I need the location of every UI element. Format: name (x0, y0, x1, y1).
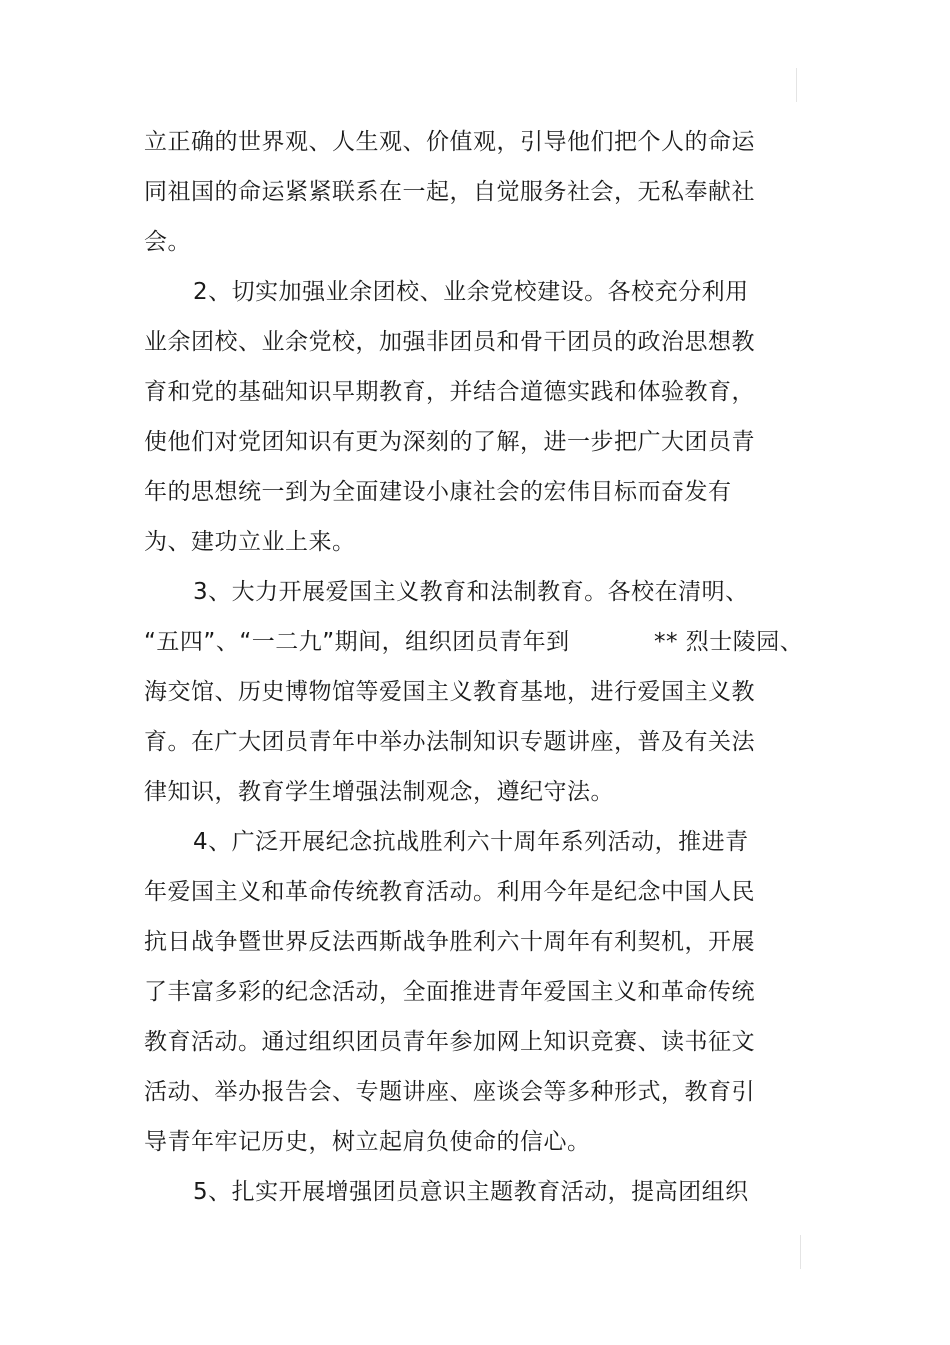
text-line: 使他们对党团知识有更为深刻的了解，进一步把广大团员青 (144, 429, 755, 455)
text-line: “五四”、“一二九”期间，组织团员青年到 (144, 629, 570, 655)
text-line: 抗日战争暨世界反法西斯战争胜利六十周年有利契机，开展 (144, 929, 755, 955)
text-line: 业余团校、业余党校，加强非团员和骨干团员的政治思想教 (144, 329, 755, 355)
text-line: 会。 (144, 229, 191, 255)
text-line: 育。在广大团员青年中举办法制知识专题讲座，普及有关法 (144, 729, 755, 755)
text-line: 育和党的基础知识早期教育，并结合道德实践和体验教育， (144, 379, 755, 405)
paragraph-2-first-line: 2、切实加强业余团校、业余党校建设。各校充分利用 (193, 279, 749, 305)
text-line-continuation: ** 烈士陵园、 (654, 629, 804, 655)
text-line: 年爱国主义和革命传统教育活动。利用今年是纪念中国人民 (144, 879, 755, 905)
paragraph-5-first-line: 5、扎实开展增强团员意识主题教育活动，提高团组织 (193, 1179, 749, 1205)
text-line: 同祖国的命运紧紧联系在一起，自觉服务社会，无私奉献社 (144, 179, 755, 205)
page-edge-mark-top (796, 68, 797, 102)
text-line: 导青年牢记历史，树立起肩负使命的信心。 (144, 1129, 591, 1155)
text-line: 年的思想统一到为全面建设小康社会的宏伟目标而奋发有 (144, 479, 732, 505)
text-line: 律知识，教育学生增强法制观念，遵纪守法。 (144, 779, 614, 805)
page-edge-mark-bottom (800, 1235, 801, 1269)
text-line: 海交馆、历史博物馆等爱国主义教育基地，进行爱国主义教 (144, 679, 755, 705)
text-line: 为、建功立业上来。 (144, 529, 356, 555)
paragraph-3-first-line: 3、大力开展爱国主义教育和法制教育。各校在清明、 (193, 579, 749, 605)
text-line: 教育活动。通过组织团员青年参加网上知识竞赛、读书征文 (144, 1029, 755, 1055)
text-line: 立正确的世界观、人生观、价值观，引导他们把个人的命运 (144, 129, 755, 155)
text-line: 了丰富多彩的纪念活动，全面推进青年爱国主义和革命传统 (144, 979, 755, 1005)
paragraph-4-first-line: 4、广泛开展纪念抗战胜利六十周年系列活动，推进青 (193, 829, 749, 855)
text-line: 活动、举办报告会、专题讲座、座谈会等多种形式，教育引 (144, 1079, 755, 1105)
